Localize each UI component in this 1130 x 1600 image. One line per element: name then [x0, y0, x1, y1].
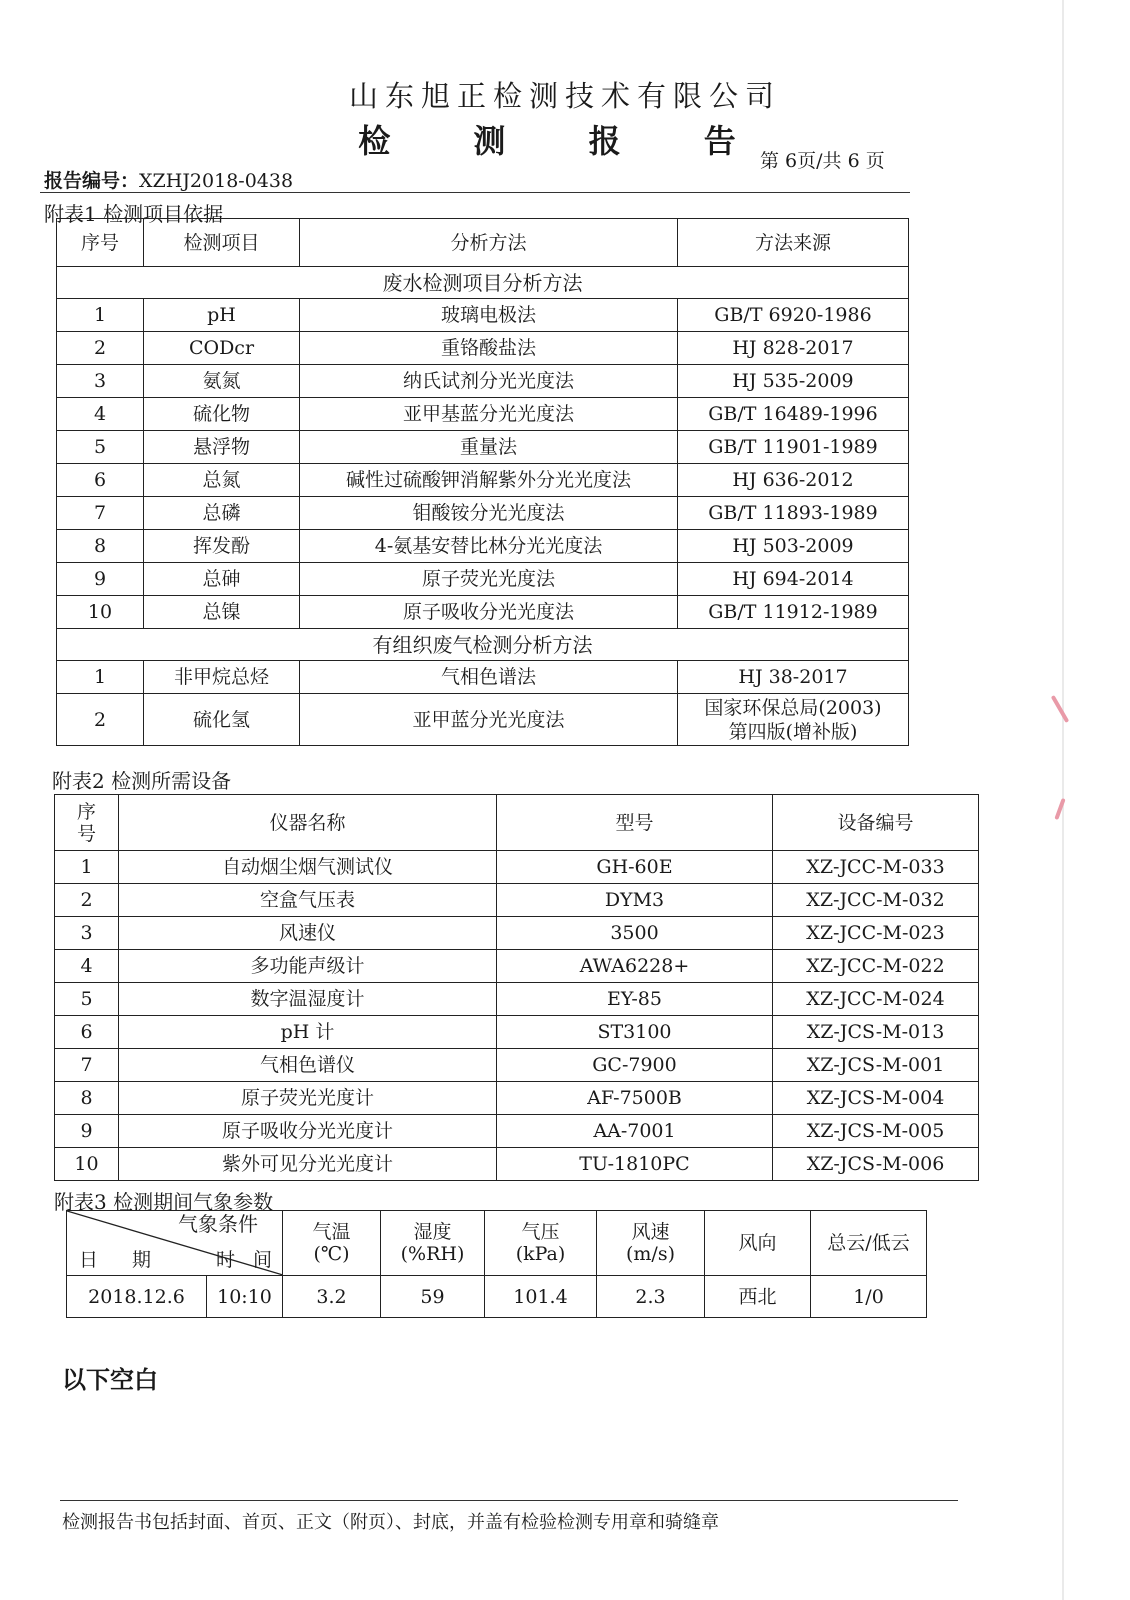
- table-cell: 4-氨基安替比林分光光度法: [300, 530, 678, 563]
- table-cell: GB/T 6920-1986: [678, 299, 909, 332]
- table-row: [57, 497, 909, 530]
- weather-corner-cell: [67, 1211, 283, 1276]
- table-row: [55, 884, 979, 917]
- table-cell: 9: [55, 1115, 119, 1148]
- table-cell: 自动烟尘烟气测试仪: [119, 851, 497, 884]
- table1-header-row: [57, 219, 909, 267]
- table-row: [55, 1049, 979, 1082]
- table1-body: [57, 267, 909, 746]
- corner-weather-label: 气象条件: [178, 1212, 258, 1236]
- table-row: [57, 299, 909, 332]
- table-cell: XZ-JCS-M-005: [773, 1115, 979, 1148]
- weather-cell-wind-speed: 2.3: [597, 1276, 705, 1318]
- table-cell: XZ-JCC-M-033: [773, 851, 979, 884]
- table-cell: XZ-JCC-M-024: [773, 983, 979, 1016]
- weather-table: [66, 1210, 927, 1318]
- weather-cell-temperature: 3.2: [283, 1276, 381, 1318]
- weather-header-cell: 风速 (m/s): [597, 1211, 705, 1276]
- table-cell: HJ 694-2014: [678, 563, 909, 596]
- weather-cell-date: 2018.12.6: [67, 1276, 207, 1318]
- table-cell: 6: [55, 1016, 119, 1049]
- table-cell: 总磷: [144, 497, 300, 530]
- table-cell: 玻璃电极法: [300, 299, 678, 332]
- table-cell: 2: [57, 332, 144, 365]
- seal-mark: [1051, 695, 1069, 723]
- equipment-table: [54, 794, 979, 1181]
- footer-note: 检测报告书包括封面、首页、正文（附页）、封底，并盖有检验检测专用章和骑缝章: [62, 1512, 719, 1533]
- table-cell: HJ 828-2017: [678, 332, 909, 365]
- table-cell: 硫化物: [144, 398, 300, 431]
- table-cell: 6: [57, 464, 144, 497]
- detection-basis-table: [56, 218, 909, 746]
- table-cell: 重铬酸盐法: [300, 332, 678, 365]
- table-cell: XZ-JCC-M-022: [773, 950, 979, 983]
- table2-header-cell: 型号: [497, 795, 773, 851]
- table-cell: ST3100: [497, 1016, 773, 1049]
- table-cell: 硫化氢: [144, 694, 300, 746]
- table-cell: GC-7900: [497, 1049, 773, 1082]
- table-cell: pH: [144, 299, 300, 332]
- table-cell: GB/T 11912-1989: [678, 596, 909, 629]
- table-cell: 7: [55, 1049, 119, 1082]
- blank-note: 以下空白: [62, 1366, 158, 1394]
- table-cell: 纳氏试剂分光光度法: [300, 365, 678, 398]
- table3-caption: 附表3 检测期间气象参数: [54, 1190, 274, 1214]
- table-cell: 氨氮: [144, 365, 300, 398]
- table-row: [57, 530, 909, 563]
- table-cell: 紫外可见分光光度计: [119, 1148, 497, 1181]
- table-cell: 原子荧光光度计: [119, 1082, 497, 1115]
- table3-header-row: [67, 1211, 927, 1276]
- table-cell: AF-7500B: [497, 1082, 773, 1115]
- table-cell: 3: [55, 917, 119, 950]
- table1-header-cell: 检测项目: [144, 219, 300, 267]
- table-cell: XZ-JCC-M-023: [773, 917, 979, 950]
- table-row: [57, 464, 909, 497]
- table-cell: HJ 503-2009: [678, 530, 909, 563]
- table-cell: 3: [57, 365, 144, 398]
- table-cell: EY-85: [497, 983, 773, 1016]
- weather-header-cell: 气温 (℃): [283, 1211, 381, 1276]
- table-cell: 10: [57, 596, 144, 629]
- table-cell: XZ-JCC-M-032: [773, 884, 979, 917]
- table-row: [57, 596, 909, 629]
- report-number: [44, 166, 293, 193]
- table-row: [55, 851, 979, 884]
- table-cell: 原子吸收分光光度法: [300, 596, 678, 629]
- table-cell: 数字温湿度计: [119, 983, 497, 1016]
- table-cell: 重量法: [300, 431, 678, 464]
- weather-cell-pressure: 101.4: [485, 1276, 597, 1318]
- weather-header-cell: 总云/低云: [811, 1211, 927, 1276]
- weather-cell-time: 10:10: [207, 1276, 283, 1318]
- table-cell: 1: [57, 299, 144, 332]
- table-cell: AA-7001: [497, 1115, 773, 1148]
- section-title: 废水检测项目分析方法: [57, 267, 909, 299]
- table-cell: 原子荧光光度法: [300, 563, 678, 596]
- table-cell: GH-60E: [497, 851, 773, 884]
- table2-header-cell: 设备编号: [773, 795, 979, 851]
- table-cell: TU-1810PC: [497, 1148, 773, 1181]
- table-row: [57, 398, 909, 431]
- footer-rule: [60, 1500, 958, 1501]
- table-cell: 2: [55, 884, 119, 917]
- table-cell: XZ-JCS-M-004: [773, 1082, 979, 1115]
- table2-header-cell: 序 号: [55, 795, 119, 851]
- weather-cell-humidity: 59: [381, 1276, 485, 1318]
- table-row: [55, 950, 979, 983]
- table-cell: 亚甲蓝分光光度法: [300, 694, 678, 746]
- table-row: [57, 694, 909, 746]
- weather-data-row: [67, 1276, 927, 1318]
- weather-header-cell: 风向: [705, 1211, 811, 1276]
- table-cell: 3500: [497, 917, 773, 950]
- table-cell: 4: [57, 398, 144, 431]
- table-cell: 8: [57, 530, 144, 563]
- table1-caption: 附表1 检测项目依据: [44, 202, 224, 226]
- table-cell: 8: [55, 1082, 119, 1115]
- page-number: 第 6页/共 6 页: [760, 150, 885, 172]
- table-cell: 空盒气压表: [119, 884, 497, 917]
- table-cell: 挥发酚: [144, 530, 300, 563]
- table-cell: 2: [57, 694, 144, 746]
- corner-date-label: 日 期: [79, 1249, 166, 1271]
- table-cell: CODcr: [144, 332, 300, 365]
- table1-header-cell: 方法来源: [678, 219, 909, 267]
- weather-cell-cloud: 1/0: [811, 1276, 927, 1318]
- table-cell: 1: [57, 661, 144, 694]
- table-cell: 7: [57, 497, 144, 530]
- table-cell: XZ-JCS-M-001: [773, 1049, 979, 1082]
- table2-header-row: [55, 795, 979, 851]
- table-cell: 亚甲基蓝分光光度法: [300, 398, 678, 431]
- weather-cell-wind-direction: 西北: [705, 1276, 811, 1318]
- table2-header-cell: 仪器名称: [119, 795, 497, 851]
- table-cell: 多功能声级计: [119, 950, 497, 983]
- table-row: [55, 1016, 979, 1049]
- table-cell: HJ 38-2017: [678, 661, 909, 694]
- company-name: 山东旭正检测技术有限公司: [348, 79, 781, 113]
- table-row: [57, 661, 909, 694]
- table1-header-cell: 分析方法: [300, 219, 678, 267]
- table1-header-cell: 序号: [57, 219, 144, 267]
- weather-header-cell: 气压 (kPa): [485, 1211, 597, 1276]
- table-cell: 总砷: [144, 563, 300, 596]
- table-cell: HJ 636-2012: [678, 464, 909, 497]
- table-cell: 1: [55, 851, 119, 884]
- table-cell: 碱性过硫酸钾消解紫外分光光度法: [300, 464, 678, 497]
- table-cell: DYM3: [497, 884, 773, 917]
- header-rule: [40, 192, 910, 193]
- table-cell: 气相色谱法: [300, 661, 678, 694]
- table-cell: 总镍: [144, 596, 300, 629]
- table2-body: [55, 851, 979, 1181]
- table-row: [57, 431, 909, 464]
- weather-header-cell: 湿度 (%RH): [381, 1211, 485, 1276]
- corner-time-label: 时 间: [215, 1249, 278, 1271]
- table-row: [57, 365, 909, 398]
- table-cell: 5: [57, 431, 144, 464]
- table2-caption: 附表2 检测所需设备: [52, 769, 232, 793]
- table-cell: 非甲烷总烃: [144, 661, 300, 694]
- table-row: [57, 563, 909, 596]
- table-cell: GB/T 16489-1996: [678, 398, 909, 431]
- document-title: 检 测 报 告: [358, 122, 772, 160]
- gas-section-row: [57, 629, 909, 661]
- table-cell: 气相色谱仪: [119, 1049, 497, 1082]
- table-cell: GB/T 11893-1989: [678, 497, 909, 530]
- table-cell: 9: [57, 563, 144, 596]
- wastewater-section-row: [57, 267, 909, 299]
- table-cell: 悬浮物: [144, 431, 300, 464]
- table-cell: 10: [55, 1148, 119, 1181]
- table-cell: AWA6228+: [497, 950, 773, 983]
- table-cell: pH 计: [119, 1016, 497, 1049]
- table-cell: XZ-JCS-M-013: [773, 1016, 979, 1049]
- table-row: [57, 332, 909, 365]
- table-cell: HJ 535-2009: [678, 365, 909, 398]
- table-cell: 5: [55, 983, 119, 1016]
- table-row: [55, 1082, 979, 1115]
- table-cell: 总氮: [144, 464, 300, 497]
- section-title: 有组织废气检测分析方法: [57, 629, 909, 661]
- table-cell: 风速仪: [119, 917, 497, 950]
- table-cell: XZ-JCS-M-006: [773, 1148, 979, 1181]
- table-cell: GB/T 11901-1989: [678, 431, 909, 464]
- table-row: [55, 1115, 979, 1148]
- table-row: [55, 1148, 979, 1181]
- table-cell: 国家环保总局(2003) 第四版(增补版): [678, 694, 909, 746]
- table-cell: 钼酸铵分光光度法: [300, 497, 678, 530]
- report-number-label: 报告编号：: [44, 170, 140, 192]
- table-cell: 原子吸收分光光度计: [119, 1115, 497, 1148]
- table-row: [55, 917, 979, 950]
- table-row: [55, 983, 979, 1016]
- table-cell: 4: [55, 950, 119, 983]
- report-number-value: XZHJ2018-0438: [139, 170, 294, 192]
